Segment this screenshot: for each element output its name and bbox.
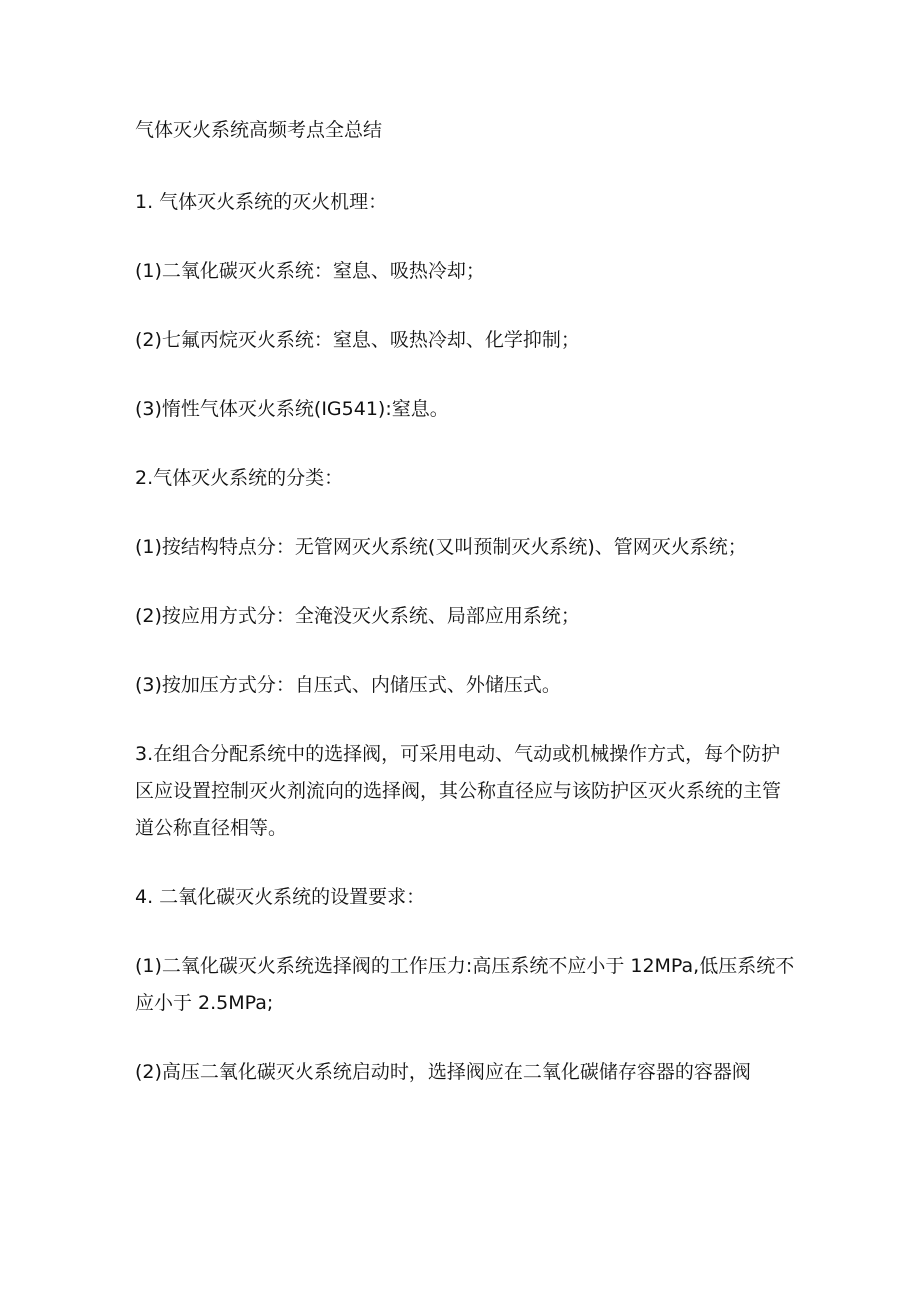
list-item-by-application: (2)按应用方式分：全淹没灭火系统、局部应用系统； (135, 605, 580, 627)
heading-4-co2-requirements: 4. 二氧化碳灭火系统的设置要求： (135, 886, 426, 908)
list-item-high-pressure-startup: (2)高压二氧化碳灭火系统启动时，选择阀应在二氧化碳储存容器的容器阀 (135, 1061, 751, 1083)
list-item-hfc227-mechanism: (2)七氟丙烷灭火系统：窒息、吸热冷却、化学抑制； (135, 329, 580, 351)
document-body (135, 112, 795, 1123)
list-item-ig541-mechanism: (3)惰性气体灭火系统(IG541):窒息。 (135, 398, 449, 420)
heading-2-classification: 2.气体灭火系统的分类： (135, 467, 344, 489)
list-item-valve-pressure: (1)二氧化碳灭火系统选择阀的工作压力:高压系统不应小于 12MPa,低压系统不应小于 2.5MPa; (135, 955, 795, 1014)
heading-1-mechanism: 1. 气体灭火系统的灭火机理： (135, 191, 388, 213)
paragraph-3-selector-valve: 3.在组合分配系统中的选择阀，可采用电动、气动或机械操作方式，每个防护区应设置控制灭火剂流向的选择阀，其公称直径应与该防护区灭火系统的主管道公称直径相等。 (135, 743, 782, 839)
document-title: 气体灭火系统高频考点全总结 (135, 119, 383, 141)
list-item-by-pressurization: (3)按加压方式分：自压式、内储压式、外储压式。 (135, 674, 561, 696)
list-item-co2-mechanism: (1)二氧化碳灭火系统：窒息、吸热冷却； (135, 260, 485, 282)
list-item-by-structure: (1)按结构特点分：无管网灭火系统(又叫预制灭火系统)、管网灭火系统； (135, 536, 747, 558)
